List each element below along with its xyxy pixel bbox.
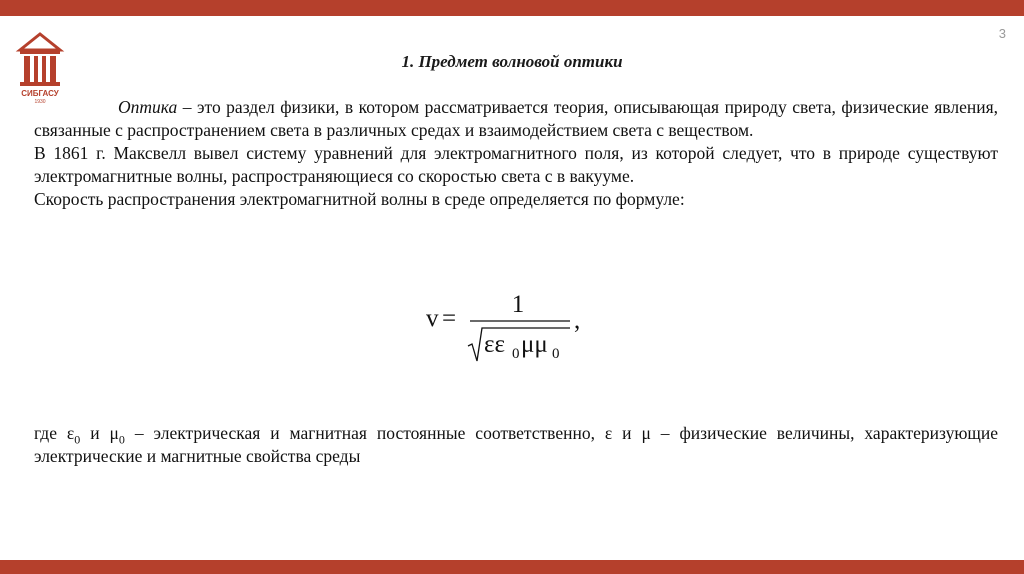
formula-sub-mu: 0	[552, 346, 560, 362]
formula-sub-eps: 0	[512, 346, 520, 362]
formula-mu: μμ	[521, 331, 548, 358]
logo-text: СИБГАСУ	[21, 89, 59, 98]
top-accent-bar	[0, 0, 1024, 16]
note-text: – электрическая и магнитная постоянные соответственно, ε и μ – физические величины, характеризующие электрические и магнитные свойства среды	[34, 423, 998, 466]
note-mu: μ	[109, 423, 119, 443]
note-and: и	[80, 423, 110, 443]
formula-numerator: 1	[511, 291, 525, 318]
paragraph-maxwell: В 1861 г. Максвелл вывел систему уравнений для электромагнитного поля, из которой следует, что в природе существуют электромагнитные волны, распространяющиеся со скоростью света с в вакууме.	[34, 143, 998, 186]
note-sub-mu: 0	[118, 432, 125, 447]
term-optics: Оптика	[118, 97, 178, 117]
note-prefix: где	[34, 423, 67, 443]
bottom-accent-bar	[0, 560, 1024, 574]
definition-text: это раздел физики, в котором рассматривается теория, описывающая природу света, физические явления, связанные с распространением света в различных средах и взаимодействием света с веществом.	[34, 97, 998, 140]
formula-lhs: v	[426, 305, 439, 332]
logo-subtext: 1930	[34, 99, 46, 104]
body-text	[34, 96, 998, 211]
formula-comma: ,	[574, 307, 581, 334]
paragraph-formula-intro: Скорость распространения электромагнитной волны в среде определяется по формуле:	[34, 189, 685, 209]
term-dash: –	[177, 97, 198, 117]
formula-equals: =	[442, 305, 457, 332]
formula-eps: εε	[484, 331, 505, 358]
note-eps: ε	[66, 423, 75, 443]
note-paragraph	[34, 422, 998, 468]
page-number: 3	[998, 26, 1006, 41]
speed-formula	[424, 288, 594, 368]
note-sub-eps: 0	[74, 432, 81, 447]
formula-explanation	[34, 422, 998, 468]
slide-title: 1. Предмет волновой оптики	[401, 52, 623, 71]
paragraph-definition	[34, 96, 998, 142]
